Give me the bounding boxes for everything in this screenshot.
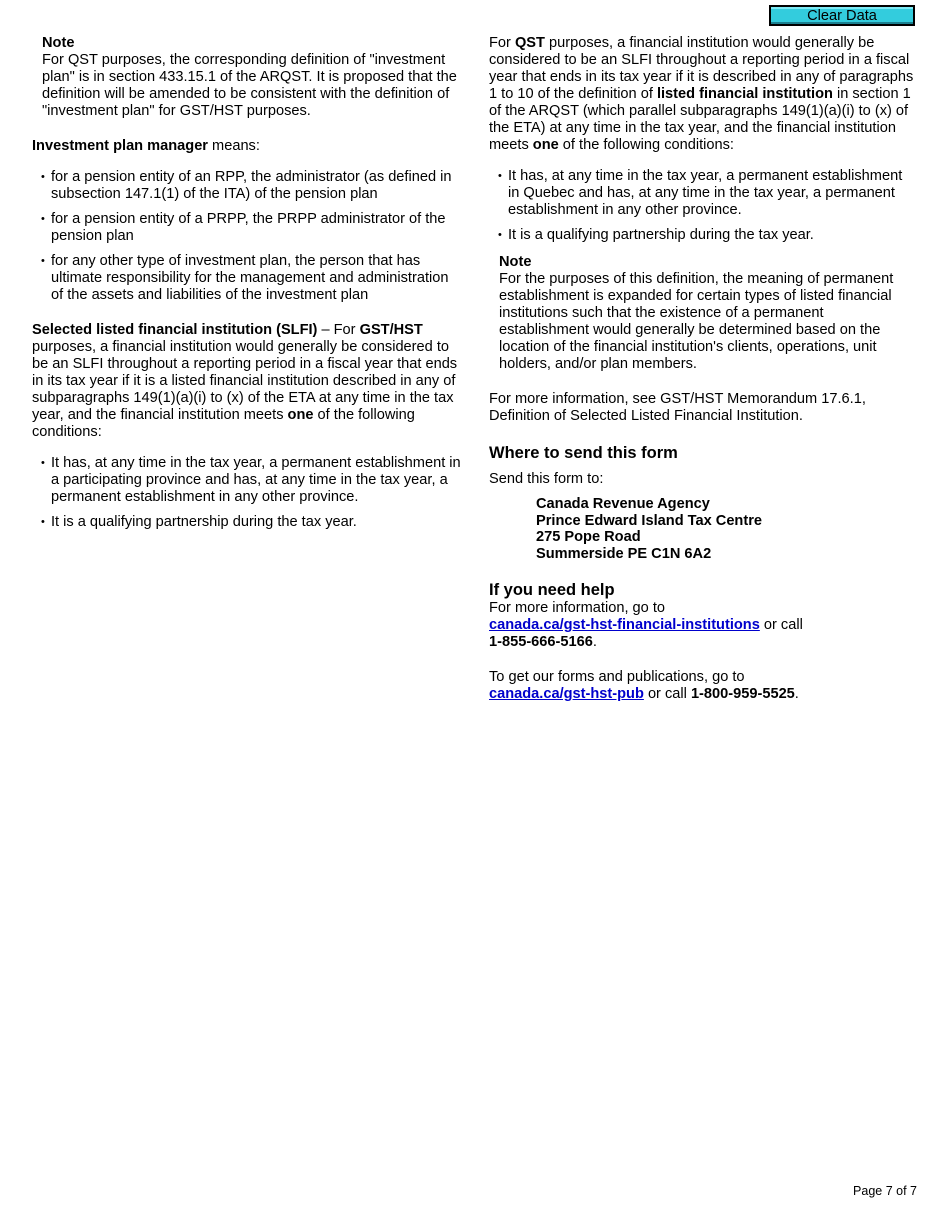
address-line: Summerside PE C1N 6A2 [536, 545, 712, 562]
note-text: For the purposes of this definition, the meaning of permanent establishment is expanded for certain types of listed financial institutions such that the existence of a permanent establishment would generally be determined based on the location of the financial institution's clients, operations, unit holders, and/or plan members. [499, 271, 894, 372]
page-number: Page 7 of 7 [853, 1184, 917, 1198]
send-intro: Send this form to: [489, 471, 604, 487]
if-you-need-help-heading: If you need help [489, 581, 615, 599]
slfi-term: Selected listed financial institution (SLFI) [32, 322, 318, 338]
publications-info: To get our forms and publications, go to canada.ca/gst-hst-pub or call 1-800-959-5525. [489, 669, 799, 702]
note-heading: Note [42, 35, 75, 51]
address-line: Prince Edward Island Tax Centre [536, 512, 763, 529]
publications-phone: 1-800-959-5525 [690, 686, 795, 702]
list-item: • for a pension entity of an RPP, the administrator (as defined in subsection 147.1(1) of the ITA) of the pension plan [32, 169, 462, 203]
help-phone: 1-855-666-5166 [489, 634, 593, 650]
qst-conditions-list [489, 168, 915, 244]
list-item: • It is a qualifying partnership during the tax year. [32, 514, 462, 531]
clear-data-button[interactable]: Clear Data [769, 5, 915, 26]
help-info: For more information, go to canada.ca/gst-hst-financial-institutions or call 1-855-666-5166. [489, 600, 803, 650]
list-item: • for any other type of investment plan, the person that has ultimate responsibility for the management and administration of the assets and liabilities of the investment plan [32, 253, 462, 304]
ipm-term: Investment plan manager [32, 138, 208, 154]
permanent-establishment-note [489, 254, 915, 373]
ipm-list [32, 169, 462, 304]
publications-link[interactable]: canada.ca/gst-hst-pub [489, 686, 644, 702]
qst-investment-plan-note [32, 35, 462, 120]
note-text: For QST purposes, the corresponding definition of "investment plan" is in section 433.15.1 of the ARQST. It is proposed that the definition will be amended to be consistent with the definition of "investment plan" for GST/HST purposes. [42, 52, 457, 119]
list-item: • for a pension entity of a PRPP, the PRPP administrator of the pension plan [32, 211, 462, 245]
note-heading: Note [499, 254, 532, 270]
qst-slfi-definition: For QST purposes, a financial institution would generally be considered to be an SLFI throughout a reporting period in a fiscal year that ends in its tax year if it is described in any of paragraphs 1 to 10 of the definition of listed financial institution in section 1 of the ARQST (which parallel subparagraphs 149(1)(a)(i) to (x) of the ETA) at any time in the tax year, and the financial institution meets one of the following conditions: [489, 35, 914, 153]
right-column [489, 35, 915, 703]
mailing-address [489, 496, 915, 562]
address-line: Canada Revenue Agency [536, 496, 710, 512]
list-item: • It has, at any time in the tax year, a permanent establishment in a participating province and has, at any time in the tax year, a permanent establishment in any other province. [32, 455, 462, 506]
slfi-conditions-list [32, 455, 462, 531]
investment-plan-manager-definition: Investment plan manager means: [32, 138, 260, 154]
list-item: • It has, at any time in the tax year, a permanent establishment in Quebec and has, at any time in the tax year, a permanent establishment in any other province. [489, 168, 915, 219]
address-line: 275 Pope Road [536, 529, 641, 545]
list-item: • It is a qualifying partnership during the tax year. [489, 227, 915, 244]
where-to-send-heading: Where to send this form [489, 444, 678, 462]
slfi-definition: Selected listed financial institution (SLFI) – For GST/HST purposes, a financial institution would generally be considered to be an SLFI throughout a reporting period in a fiscal year that ends in its tax year if it is a listed financial institution described in any of subparagraphs 149(1)(a)(i) to (x) of the ETA at any time in the tax year, and the financial institution meets one of the following conditions: [32, 322, 458, 440]
memorandum-reference: For more information, see GST/HST Memorandum 17.6.1, Definition of Selected Listed Financial Institution. [489, 391, 866, 424]
financial-institutions-link[interactable]: canada.ca/gst-hst-financial-institutions [489, 617, 760, 633]
left-column [32, 35, 462, 531]
